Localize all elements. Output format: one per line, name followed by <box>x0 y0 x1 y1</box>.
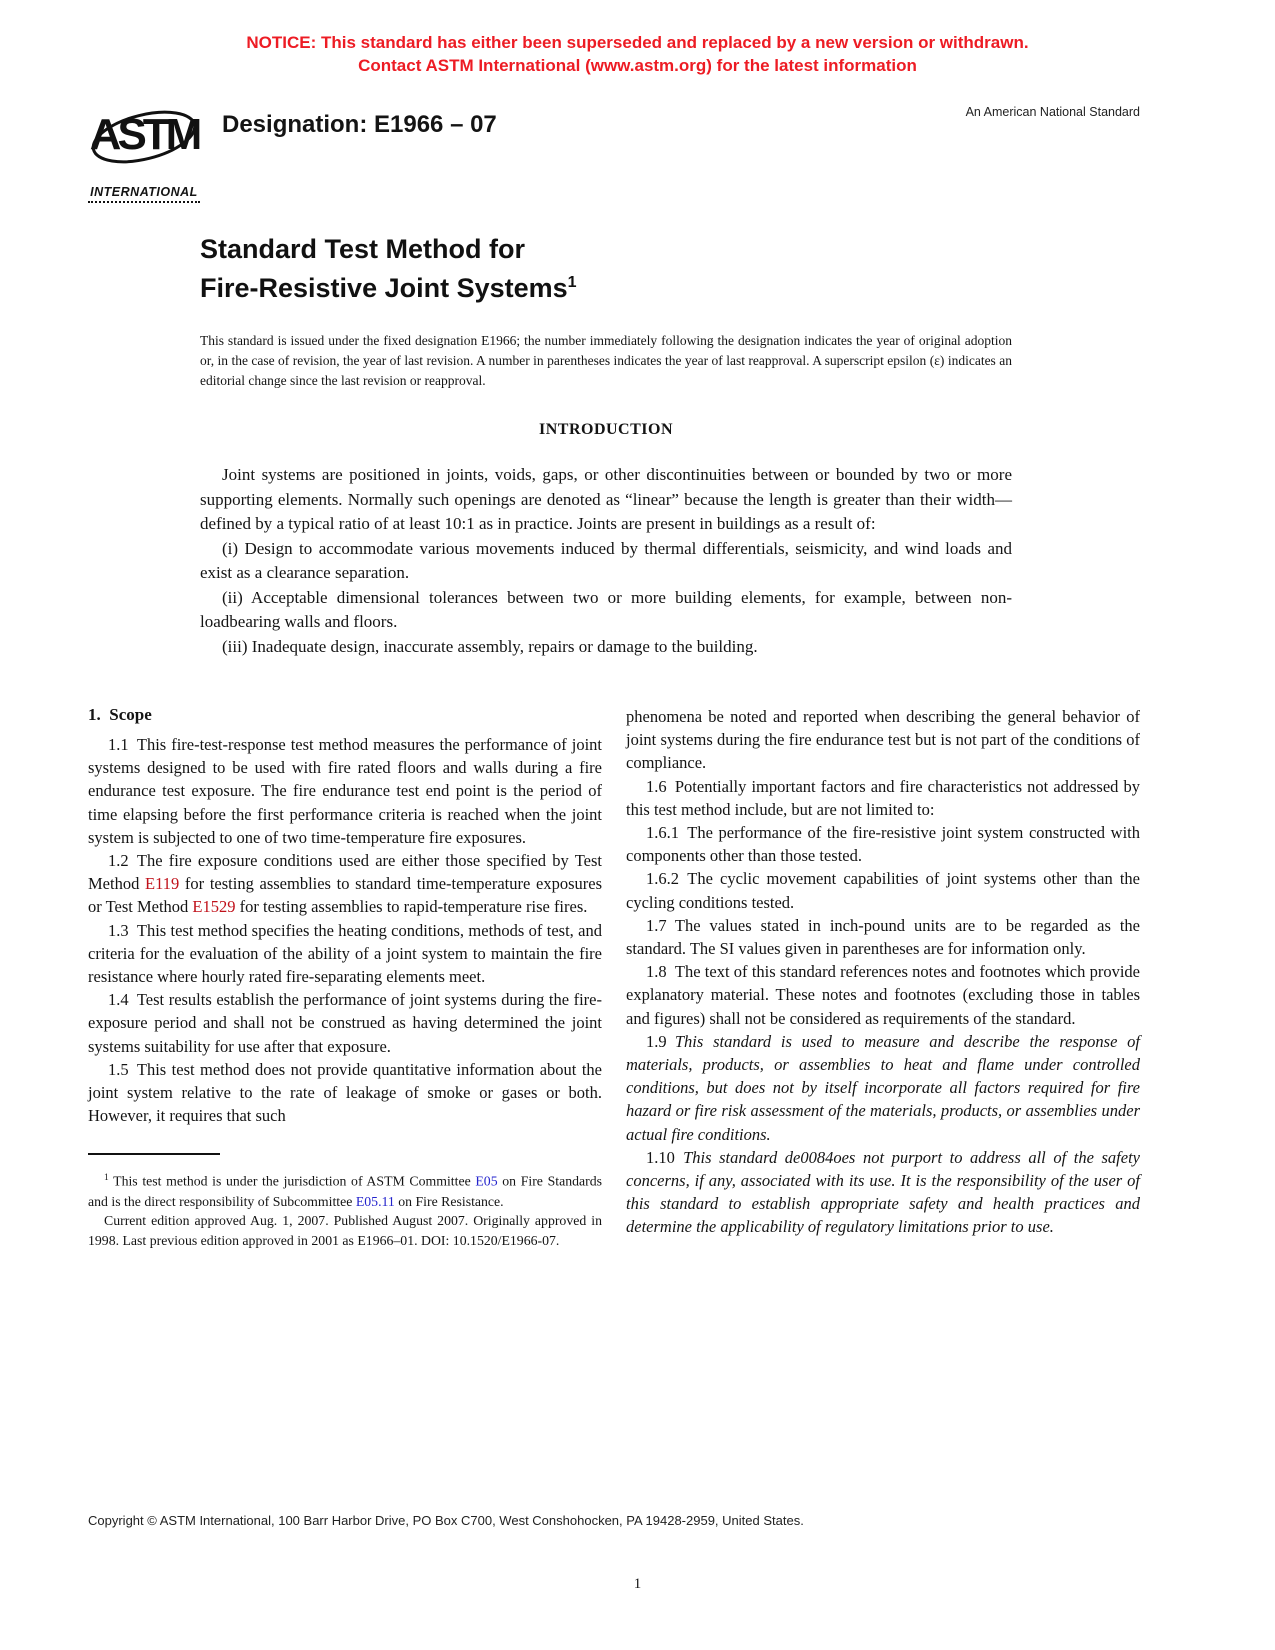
link-E1529[interactable]: E1529 <box>192 897 236 917</box>
scope-paragraph-1-1: 1.1 This fire-test-response test method measures the performance of joint systems designed to be used with fire rated floors and walls during a fire endurance test exposure. The fire endurance test end point is the period of time elapsing before the first performance criteria is reached when the joint system is subjected to one of two time-temperature fire exposures. <box>88 735 602 847</box>
svg-text:ASTM: ASTM <box>89 110 199 159</box>
notice-line-1: NOTICE: This standard has either been superseded and replaced by a new version or withdrawn. <box>246 33 1029 52</box>
intro-paragraph-1: Joint systems are positioned in joints, voids, gaps, or other discontinuities between or bounded by two or more supporting elements. Normally such openings are denoted as “linear” because the length is greater than their width—defined by a typical ratio of at least 10:1 as in practice. Joints are present in buildings as a result of: <box>200 465 1012 533</box>
astm-logo-subtext: INTERNATIONAL <box>88 185 200 203</box>
national-standard-note: An American National Standard <box>965 105 1140 119</box>
footnote-edition: Current edition approved Aug. 1, 2007. Published August 2007. Originally approved in 1998. Last previous edition approved in 2001 as E1966–01. DOI: 10.1520/E1966-07. <box>88 1213 602 1248</box>
intro-paragraph-4: (iii) Inadequate design, inaccurate assembly, repairs or damage to the building. <box>222 636 758 656</box>
scope-heading: 1. Scope <box>88 705 152 724</box>
scope-paragraph-1-4: 1.4 Test results establish the performance of joint systems during the fire-exposure period and shall not be construed as having determined the joint systems suitability for use after that exposure. <box>88 990 602 1056</box>
right-column <box>626 705 1140 1250</box>
intro-paragraph-2: (i) Design to accommodate various movements induced by thermal differentials, seismicity, and wind loads and exist as a clearance separation. <box>200 538 1012 582</box>
link-E05[interactable]: E05 <box>475 1174 498 1190</box>
astm-globe-icon <box>88 93 200 185</box>
scope-paragraph-1-10: 1.10 This standard de0084oes not purport to address all of the safety concerns, if any, associated with its use. It is the responsibility of the user of this standard to establish appropriate safety and health practices and determine the applicability of regulatory limitations prior to use. <box>626 1147 1140 1237</box>
left-column <box>88 705 602 1250</box>
link-E119[interactable]: E119 <box>145 874 180 894</box>
issuance-paragraph: This standard is issued under the fixed designation E1966; the number immediately following the designation indicates the year of original adoption or, in the case of revision, the year of last revision. A number in parentheses indicates the year of last reapproval. A superscript epsilon (ε) indicates an editorial change since the last revision or reapproval. <box>200 333 1012 388</box>
introduction-heading: INTRODUCTION <box>538 421 673 438</box>
page-title-line-1: Standard Test Method for <box>200 234 526 264</box>
page-number: 1 <box>633 1576 642 1592</box>
scope-paragraph-1-5-continued: phenomena be noted and reported when describing the general behavior of joint systems during the fire endurance test but is not part of the conditions of compliance. <box>626 707 1140 773</box>
scope-paragraph-1-6-1: 1.6.1 The performance of the fire-resistive joint system constructed with components other than those tested. <box>626 823 1140 866</box>
astm-logo <box>88 93 200 203</box>
introduction-body <box>200 463 1012 659</box>
scope-paragraph-1-9: 1.9 This standard is used to measure and describe the response of materials, products, or assemblies to heat and flame under controlled conditions, but does not by itself incorporate all factors required for fire hazard or fire risk assessment of the materials, products, or assemblies under actual fire conditions. <box>626 1031 1140 1144</box>
designation-text: Designation: E1966 – 07 <box>222 111 497 138</box>
scope-paragraph-1-3: 1.3 This test method specifies the heating conditions, methods of test, and criteria for the evaluation of the ability of a joint system to maintain the fire resistance where hourly rated fire-separating elements meet. <box>88 920 602 987</box>
page-title-line-2: Fire-Resistive Joint Systems$^1$ <box>200 273 577 303</box>
scope-paragraph-1-7: 1.7 The values stated in inch-pound units are to be regarded as the standard. The SI values given in parentheses are for information only. <box>626 915 1140 959</box>
title-footnote-ref: 1 <box>567 274 577 291</box>
link-E05-11[interactable]: E05.11 <box>355 1193 395 1209</box>
intro-paragraph-3: (ii) Acceptable dimensional tolerances between two or more building elements, for example, between non-loadbearing walls and floors. <box>200 587 1012 631</box>
scope-paragraph-1-8: 1.8 The text of this standard references notes and footnotes which provide explanatory material. These notes and footnotes (excluding those in tables and figures) shall not be considered as requirements of the standard. <box>626 962 1140 1028</box>
scope-paragraph-1-6-2: 1.6.2 The cyclic movement capabilities of joint systems other than the cycling conditions tested. <box>626 869 1140 912</box>
page-title <box>200 233 1012 305</box>
footnote-jurisdiction: $^1$ This test method is under the jurisdiction of ASTM Committee E05 on Fire Standards and is the direct responsibility of Subcommittee E05.11 on Fire Resistance. <box>88 1173 602 1209</box>
two-column-body <box>88 705 1140 1250</box>
footnote-marker: 1 <box>104 1173 109 1184</box>
notice-line-2: Contact ASTM International (www.astm.org) for the latest information <box>358 56 917 75</box>
document-header <box>88 93 1140 203</box>
scope-paragraph-1-6: 1.6 Potentially important factors and fire characteristics not addressed by this test method include, but are not limited to: <box>626 776 1140 819</box>
scope-paragraph-1-5: 1.5 This test method does not provide quantitative information about the joint system relative to the rate of leakage of smoke or gases or both. However, it requires that such <box>88 1059 602 1126</box>
copyright-line: Copyright © ASTM International, 100 Barr Harbor Drive, PO Box C700, West Conshohocken, PA 19428-2959, United States. <box>88 1513 804 1528</box>
scope-paragraph-1-2: 1.2 The fire exposure conditions used are either those specified by Test Method E119 for testing assemblies to standard time-temperature exposures or Test Method E1529 for testing assemblies to rapid-temperature rise fires. <box>88 851 602 917</box>
withdrawal-notice <box>0 0 1275 77</box>
footnote-rule <box>88 1153 220 1155</box>
